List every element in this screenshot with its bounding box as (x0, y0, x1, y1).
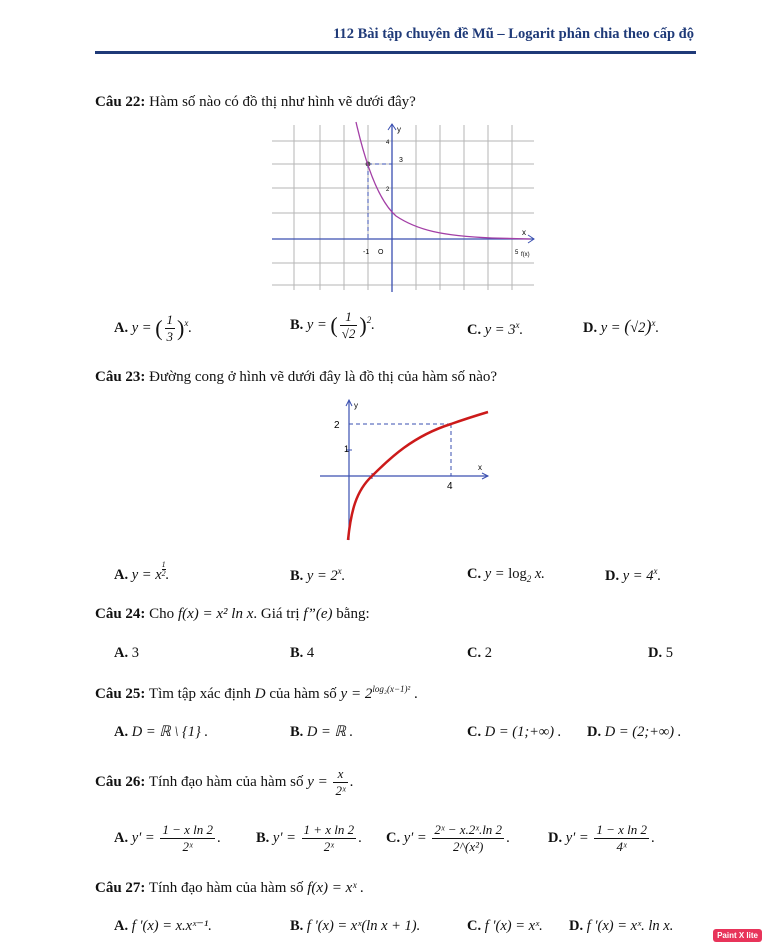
option-a-formula: y = x $^{\frac{1}{2}}$ . (131, 560, 170, 583)
option-b-formula: $y = 2^x$. (306, 566, 346, 584)
option-value: f '(x) = xˣ. ln x. (586, 918, 674, 934)
tick-5: 5 (515, 250, 519, 256)
question-22-label: Câu 22: (95, 94, 146, 110)
question-22-text: Hàm số nào có đồ thị như hình vẽ dưới đây? (149, 94, 416, 110)
question-27 (95, 880, 364, 897)
option-value: 2 (484, 645, 492, 661)
question-23-label: Câu 23: (95, 369, 146, 385)
tick-4: 4 (386, 140, 390, 146)
q23-option-a (114, 560, 170, 584)
option-b-formula: y = ( $\frac{1}{√2}$ )$^2$. (306, 309, 375, 341)
option-label: A. (114, 918, 129, 934)
option-a-formula: y = ( $\frac{1}{3}$ )$^x$. (131, 312, 192, 344)
question-24 (95, 606, 370, 623)
question-25-formula: y = 2 (340, 686, 373, 702)
q24-option-c (467, 645, 492, 662)
tick-3: 3 (399, 157, 403, 164)
option-fraction (432, 822, 504, 855)
option-label: B. (256, 829, 270, 846)
question-27-label: Câu 27: (95, 880, 146, 896)
option-label: D. (587, 724, 602, 740)
y-axis-label: y (397, 125, 401, 134)
q25-option-c (467, 724, 561, 741)
graph-logarithm (318, 396, 494, 542)
fx-label: f(x) (521, 252, 530, 258)
option-label: D. (569, 918, 584, 934)
option-lhs: y' = (131, 829, 155, 846)
question-25-var: D (254, 686, 266, 702)
fraction-denominator: 2ˣ (335, 783, 346, 798)
fraction-denominator: 2ˣ (182, 839, 193, 854)
option-label: B. (290, 316, 304, 333)
option-fraction (160, 822, 215, 855)
option-fraction (594, 822, 649, 855)
fraction-numerator: 2ˣ − x.2ˣ.ln 2 (434, 822, 503, 837)
tick-4: 4 (447, 481, 453, 492)
option-value: D = ℝ . (306, 724, 354, 740)
option-label: A. (114, 566, 129, 583)
question-25-label: Câu 25: (95, 686, 146, 702)
question-26-label: Câu 26: (95, 773, 146, 790)
q27-option-b (290, 918, 420, 935)
question-25-text-pre: Tìm tập xác định (148, 686, 251, 702)
header-rule (95, 51, 696, 54)
y-axis-label: y (354, 401, 358, 410)
question-24-formula2: f”(e) (303, 606, 333, 622)
option-value: D = (1;+∞) . (484, 724, 562, 740)
option-value: D = ℝ \ {1} . (131, 724, 209, 740)
fraction-numerator: 1 − x ln 2 (162, 822, 213, 837)
option-value: f '(x) = xˣ. (484, 918, 543, 934)
option-label: A. (114, 319, 129, 336)
page-header-title: 112 Bài tập chuyên đề Mũ – Logarit phân chia theo cấp độ (333, 26, 694, 42)
option-lhs: y' = (272, 829, 296, 846)
question-24-text-mid: . Giá trị (253, 606, 300, 622)
question-27-text: Tính đạo hàm của hàm số (148, 880, 304, 896)
option-label: B. (290, 645, 304, 661)
option-lhs: y' = (403, 829, 427, 846)
option-lhs: y' = (565, 829, 589, 846)
q27-option-c (467, 918, 543, 935)
option-value: 4 (306, 645, 315, 661)
option-label: C. (467, 645, 482, 661)
option-label: C. (467, 918, 482, 934)
q26-option-b: B. y' = $\frac{\text{1 + x ln 2}}{\text{2ˣ}}$ . (256, 822, 362, 854)
option-label: C. (467, 321, 482, 338)
fraction-numerator: 1 + x ln 2 (303, 822, 355, 837)
q25-option-a (114, 724, 208, 741)
question-24-label: Câu 24: (95, 606, 146, 622)
fraction-numerator: x (333, 766, 347, 783)
option-value: 3 (131, 645, 139, 661)
q25-option-d (587, 724, 681, 741)
option-label: B. (290, 567, 304, 584)
q23-option-b (290, 566, 345, 585)
q24-option-b (290, 645, 314, 662)
option-value: f '(x) = x.xˣ⁻¹. (131, 918, 212, 934)
option-label: C. (386, 829, 401, 846)
option-value: D = (2;+∞) . (604, 724, 682, 740)
graph-exponential-decay (272, 120, 540, 292)
tick-2: 2 (386, 187, 390, 193)
q22-option-d (583, 316, 659, 337)
option-c-formula: $y = \log_2 x$. (484, 566, 545, 584)
option-label: A. (114, 724, 129, 740)
q22-option-a (114, 312, 192, 345)
q24-option-d (648, 645, 673, 662)
q25-option-b (290, 724, 353, 741)
fraction-denominator: 2ˣ (323, 839, 334, 854)
q27-option-d (569, 918, 673, 935)
q26-option-d: D. y' = $\frac{\text{1 − x ln 2}}{\text{4ˣ}}$ . (548, 822, 655, 854)
question-25-exponent: log₂(x−1)² (372, 684, 411, 694)
fraction-denominator: 2^(x²) (453, 839, 484, 854)
tick-neg1: -1 (363, 249, 370, 256)
option-label: C. (467, 566, 482, 582)
q24-option-a (114, 645, 139, 662)
question-26-lhs: y = (307, 773, 328, 790)
q22-option-c (467, 320, 523, 339)
question-25-text-mid: của hàm số (269, 686, 337, 702)
origin-label: O (378, 249, 384, 256)
option-c-formula: $y = 3^x$. (484, 320, 524, 338)
q26-option-c: C. y' = $\frac{\text{2ˣ − x.2ˣ.ln 2}}{\text{2\textasciicircum{}(x²)}}$ . (386, 822, 510, 854)
option-label: C. (467, 724, 482, 740)
q22-option-b (290, 309, 375, 342)
question-24-text-post: bằng: (336, 606, 370, 622)
question-24-formula: f(x) = x² ln x (177, 606, 254, 622)
option-d-formula: $y = 4^x$. (622, 566, 662, 584)
option-label: D. (648, 645, 663, 661)
tick-2: 2 (334, 420, 340, 431)
question-24-text-pre: Cho (149, 606, 175, 622)
question-27-formula: f(x) = xˣ . (307, 880, 365, 896)
fraction-numerator: 1 − x ln 2 (596, 822, 647, 837)
q23-option-c (467, 566, 545, 584)
question-26-text: Tính đạo hàm của hàm số (148, 773, 304, 790)
question-25: Câu 25: Tìm tập xác định D của hàm số $y = 2^{log_2(x-1)^2}$ . (95, 684, 418, 702)
question-23-text: Đường cong ở hình vẽ dưới đây là đồ thị của hàm số nào? (149, 369, 498, 385)
question-26: Câu 26: Tính đạo hàm của hàm số y = $\frac{x}{\text{2ˣ}}$ . (95, 766, 354, 798)
option-label: A. (114, 645, 129, 661)
tick-1: 1 (344, 444, 350, 454)
option-label: D. (605, 567, 620, 584)
q26-option-a: A. y' = $\frac{\text{1 − x ln 2}}{\text{2ˣ}}$ . (114, 822, 221, 854)
option-d-formula: $y = (√2)^x$. (600, 316, 660, 336)
decay-curve (356, 122, 530, 239)
fraction-denominator: 4ˣ (616, 839, 627, 854)
option-value: 5 (665, 645, 673, 661)
q23-option-d (605, 566, 661, 585)
option-fraction (302, 822, 357, 855)
x-axis-label: x (478, 463, 482, 472)
question-23 (95, 369, 497, 386)
option-label: A. (114, 829, 129, 846)
question-26-fraction (333, 766, 347, 799)
q27-option-a (114, 918, 212, 935)
option-value: f '(x) = xˣ(ln x + 1). (306, 918, 421, 934)
option-label: B. (290, 918, 304, 934)
option-label: D. (548, 829, 563, 846)
option-label: D. (583, 320, 598, 336)
x-axis-label: x (522, 228, 526, 237)
paint-x-lite-watermark: Paint X lite (713, 929, 762, 942)
question-22 (95, 94, 416, 111)
option-label: B. (290, 724, 304, 740)
